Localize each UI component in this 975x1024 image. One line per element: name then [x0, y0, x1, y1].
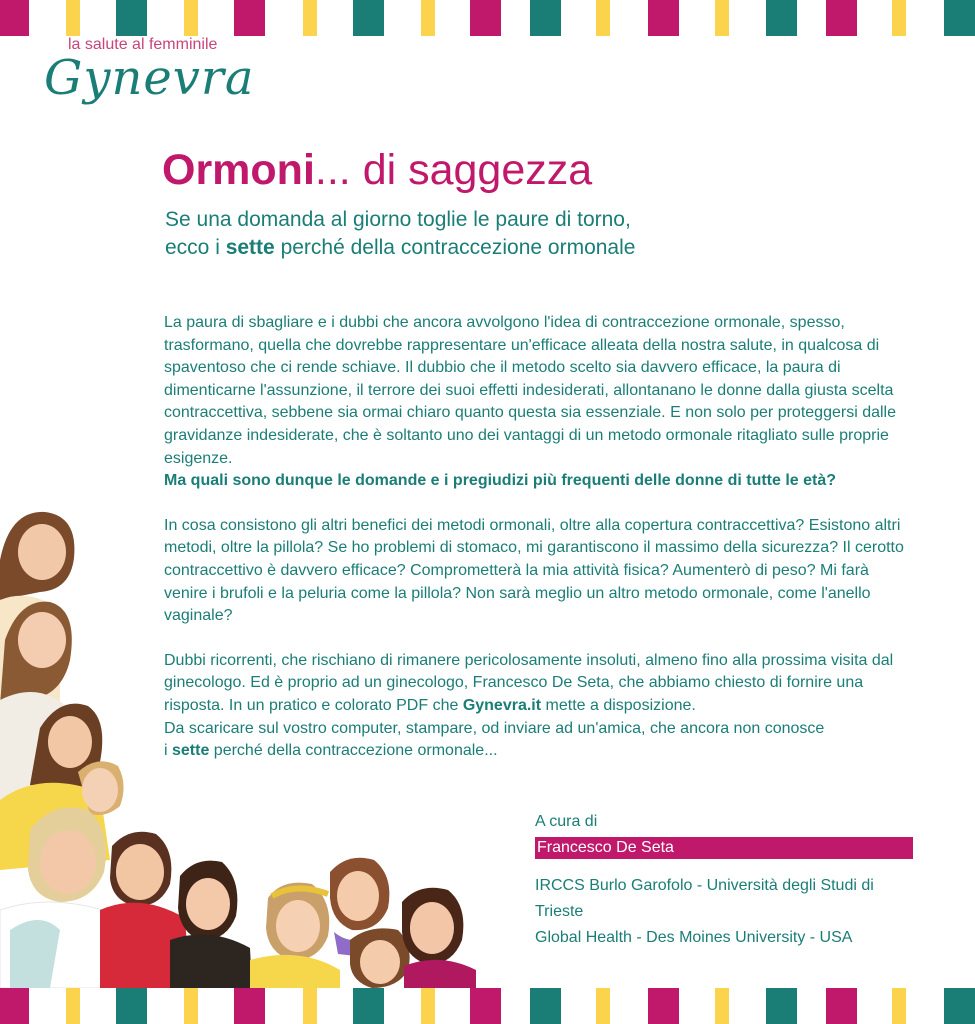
stripe	[596, 0, 610, 36]
stripe	[648, 0, 679, 36]
credits	[535, 810, 915, 951]
stripe	[116, 988, 147, 1024]
subtitle-text: perché della contraccezione ormonale	[274, 236, 636, 259]
woman-figure	[402, 888, 476, 988]
stripe	[303, 988, 317, 1024]
paragraph-text: perché della contraccezione ormonale...	[209, 742, 498, 760]
stripe	[353, 0, 384, 36]
woman-figure	[350, 928, 410, 988]
paragraph-questions-list: In cosa consistono gli altri benefici dei metodi ormonali, oltre alla copertura contraccettiva? Esistono altri metodi, oltre la pillola? Se ho problemi di stomaco, mi garantiscono il massimo della sicurezza? Il cerotto contraccettivo è davvero efficace? Comprometterà la mia attività fisica? Aumenterò di peso? Mi farà venire i brufoli e la peluria come la pillola? Non sarà meglio un altro metodo ormonale, come l'anello vaginale?	[164, 516, 904, 625]
stripe	[944, 0, 975, 36]
paragraph-question: Ma quali sono dunque le domande e i pregiudizi più frequenti delle donne di tutte le età?	[164, 472, 837, 490]
subtitle-text: ecco i	[165, 236, 226, 259]
stripe	[184, 0, 198, 36]
logo-wordmark: Gynevra	[44, 50, 255, 106]
credits-label: A cura di	[535, 813, 598, 830]
bottom-stripe-border	[0, 988, 975, 1024]
stripe	[715, 988, 729, 1024]
stripe	[530, 0, 561, 36]
woman-figure	[250, 883, 340, 988]
stripe	[596, 988, 610, 1024]
stripe	[421, 0, 435, 36]
credits-affiliations	[535, 873, 915, 951]
top-stripe-border	[0, 0, 975, 36]
stripe	[892, 988, 906, 1024]
stripe	[66, 988, 80, 1024]
affiliation-2: Global Health - Des Moines University - USA	[535, 929, 853, 946]
stripe	[648, 988, 679, 1024]
stripe	[421, 988, 435, 1024]
brand-link[interactable]: Gynevra.it	[462, 696, 542, 714]
stripe	[116, 0, 147, 36]
paragraph-intro: La paura di sbagliare e i dubbi che ancora avvolgono l'idea di contraccezione ormonale, spesso, trasformano, quella che dovrebbe rappresentare un'efficace alleata della nostra salute, in qualcosa di spaventoso che ci rende schiave. Il dubbio che il metodo scelto sia davvero efficace, la paura di dimenticarne l'assunzione, il terrore dei suoi effetti indesiderati, allontanano le donne dalla giusta scelta contraccettiva, sebbene sia ormai chiaro quanto questa sia essenziale. E non solo per proteggersi dalle gravidanze indesiderate, che è soltanto uno dei vantaggi di un metodo ormonale ritagliato sulle proprie esigenze.	[164, 314, 896, 467]
paragraph-text: i	[164, 742, 172, 760]
stripe	[0, 0, 29, 36]
stripe	[826, 0, 857, 36]
stripe	[184, 988, 198, 1024]
stripe	[66, 0, 80, 36]
stripe	[826, 988, 857, 1024]
title-rest: ... di saggezza	[314, 146, 593, 194]
page-title	[162, 146, 592, 195]
stripe	[944, 988, 975, 1024]
stripe	[470, 0, 501, 36]
stripe	[0, 988, 29, 1024]
subtitle-line-1: Se una domanda al giorno toglie le paure di torno,	[165, 208, 631, 231]
stripe	[766, 988, 797, 1024]
women-group-photo	[0, 500, 490, 988]
stripe	[353, 988, 384, 1024]
stripe	[530, 988, 561, 1024]
stripe	[766, 0, 797, 36]
affiliation-1: IRCCS Burlo Garofolo - Università degli Studi di Trieste	[535, 877, 874, 920]
paragraph-text: Dubbi ricorrenti, che rischiano di rimanere pericolosamente insoluti, almeno fino alla prossima visita dal ginecologo. Ed è proprio ad un ginecologo, Francesco De Seta, che abbiamo chiesto di fornire una risposta. In un pratico e colorato PDF che	[164, 651, 894, 714]
stripe	[715, 0, 729, 36]
stripe	[234, 0, 265, 36]
stripe	[234, 988, 265, 1024]
subtitle	[165, 206, 635, 262]
credits-author: Francesco De Seta	[535, 837, 913, 859]
subtitle-emphasis: sette	[225, 236, 275, 259]
paragraph-download: Da scaricare sul vostro computer, stampare, od inviare ad un'amica, che ancora non conosce	[164, 719, 825, 737]
stripe	[470, 988, 501, 1024]
subtitle-line-2	[165, 234, 635, 262]
logo-tagline: la salute al femminile	[68, 36, 218, 53]
paragraph-emphasis: sette	[172, 742, 210, 760]
title-bold: Ormoni	[162, 146, 315, 194]
stripe	[303, 0, 317, 36]
paragraph-text: mette a disposizione.	[541, 696, 696, 714]
stripe	[892, 0, 906, 36]
